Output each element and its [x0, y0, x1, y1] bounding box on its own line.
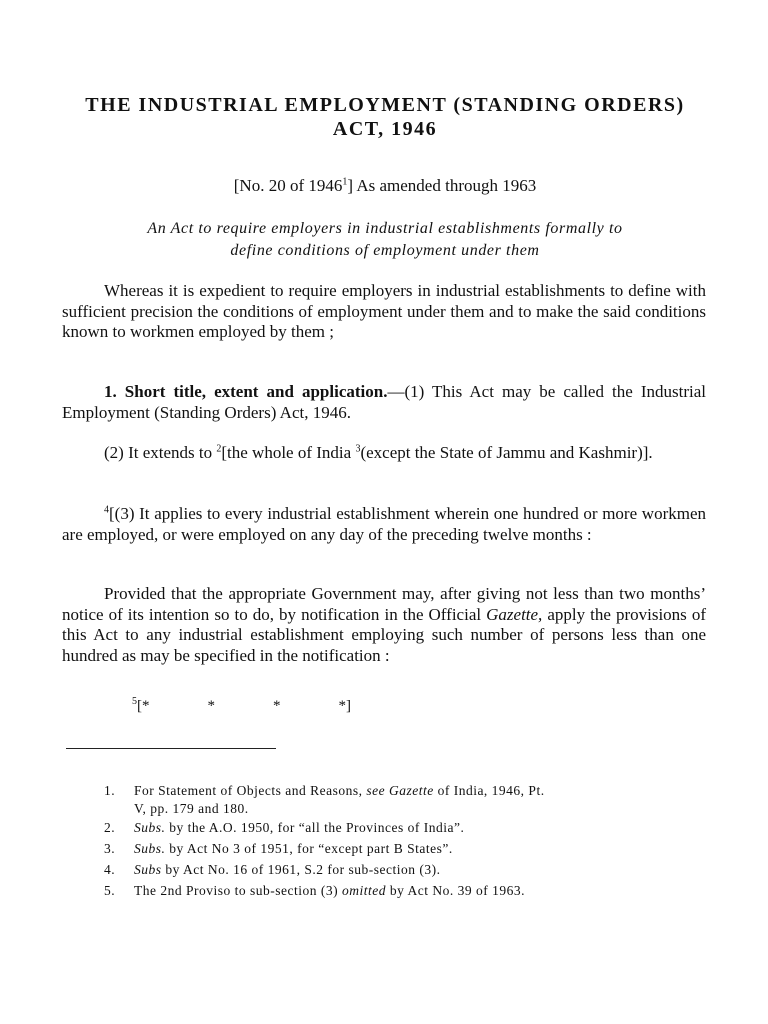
- footnote-italic: Subs.: [134, 820, 166, 835]
- footnote-number: 4.: [104, 862, 116, 877]
- footnote-item: [104, 838, 714, 859]
- footnotes: [104, 780, 714, 901]
- act-title-line-1: THE INDUSTRIAL EMPLOYMENT (STANDING ORDERS): [85, 94, 685, 116]
- footnote-text: The 2nd Proviso to sub-section (3): [134, 883, 342, 898]
- footnote-item: [104, 859, 714, 880]
- omission-star: [*: [137, 698, 150, 714]
- section-1-text: —(1) This Act may be called the Industrial Employment (Standing Orders) Act, 1946.: [62, 382, 706, 422]
- act-title-line-2: ACT, 1946: [332, 118, 438, 140]
- omission-star: *]: [338, 698, 351, 714]
- section-1-heading: 1. Short title, extent and application.: [104, 382, 388, 401]
- proviso-italic: Gazette,: [486, 604, 543, 624]
- footnote-continuation: V, pp. 179 and 180.: [134, 801, 249, 816]
- footnote-marker-4: 4: [104, 504, 109, 516]
- omission-star: *: [207, 698, 215, 714]
- footnote-divider: [66, 748, 276, 749]
- footnote-text: of India, 1946, Pt.: [433, 783, 545, 798]
- footnote-item: [104, 780, 714, 817]
- preamble-text: Whereas it is expedient to require employers in industrial establishments to define with sufficient precision the conditions of employment under them and to make the said conditions known to workmen employed by them ;: [62, 281, 706, 341]
- footnote-marker-3: 3: [355, 443, 361, 455]
- footnote-marker-1: 1: [342, 176, 348, 188]
- reference-prefix: [No. 20 of 1946: [233, 176, 343, 195]
- footnote-text: by Act No 3 of 1951, for “except part B States”.: [165, 841, 453, 856]
- subsection-3-text: [(3) It applies to every industrial establishment wherein one hundred or more workmen are employed, or were employed on any day of the preceding twelve months :: [62, 504, 706, 544]
- reference-suffix: ] As amended through 1963: [347, 176, 537, 195]
- footnote-number: 1.: [104, 783, 116, 798]
- proviso-post: apply the provisions of this Act to any industrial establishment employing such number of persons less than one hundred as may be specified in the notification :: [62, 604, 706, 665]
- footnote-number: 2.: [104, 820, 116, 835]
- subsection-3: [62, 504, 706, 545]
- footnote-italic: Subs.: [134, 841, 166, 856]
- footnote-italic: see Gazette: [366, 783, 434, 798]
- proviso: [62, 584, 706, 666]
- omission-star: *: [273, 698, 281, 714]
- footnote-item: [104, 880, 714, 901]
- footnote-marker-5: 5: [132, 696, 137, 707]
- footnote-marker-2: 2: [216, 443, 222, 455]
- subsection-2-pre: (2) It extends to: [104, 443, 217, 462]
- subsection-2-mid: [the whole of India: [221, 443, 356, 462]
- subsection-2-post: (except the State of Jammu and Kashmir)].: [360, 443, 653, 462]
- long-title: [80, 218, 690, 262]
- footnote-item: [104, 817, 714, 838]
- subsection-2: [62, 443, 706, 464]
- long-title-line-1: An Act to require employers in industrial establishments formally to: [147, 220, 623, 237]
- footnote-number: 5.: [104, 883, 116, 898]
- section-1: [62, 382, 706, 423]
- long-title-line-2: define conditions of employment under them: [230, 242, 540, 259]
- proviso-pre: Provided that the appropriate Government may, after giving not less than two months’ notice of its intention so to do, by notification in the Official: [62, 584, 706, 624]
- footnote-text: by the A.O. 1950, for “all the Provinces of India”.: [165, 820, 465, 835]
- footnote-italic: Subs: [134, 862, 162, 877]
- preamble: [62, 281, 706, 343]
- act-reference: [40, 176, 730, 196]
- footnote-number: 3.: [104, 841, 116, 856]
- footnote-text: For Statement of Objects and Reasons,: [134, 783, 367, 798]
- footnote-text: by Act No. 16 of 1961, S.2 for sub-section (3).: [161, 862, 441, 877]
- footnote-italic: omitted: [341, 883, 386, 898]
- omitted-proviso-marker: [132, 698, 409, 715]
- footnote-text: by Act No. 39 of 1963.: [385, 883, 525, 898]
